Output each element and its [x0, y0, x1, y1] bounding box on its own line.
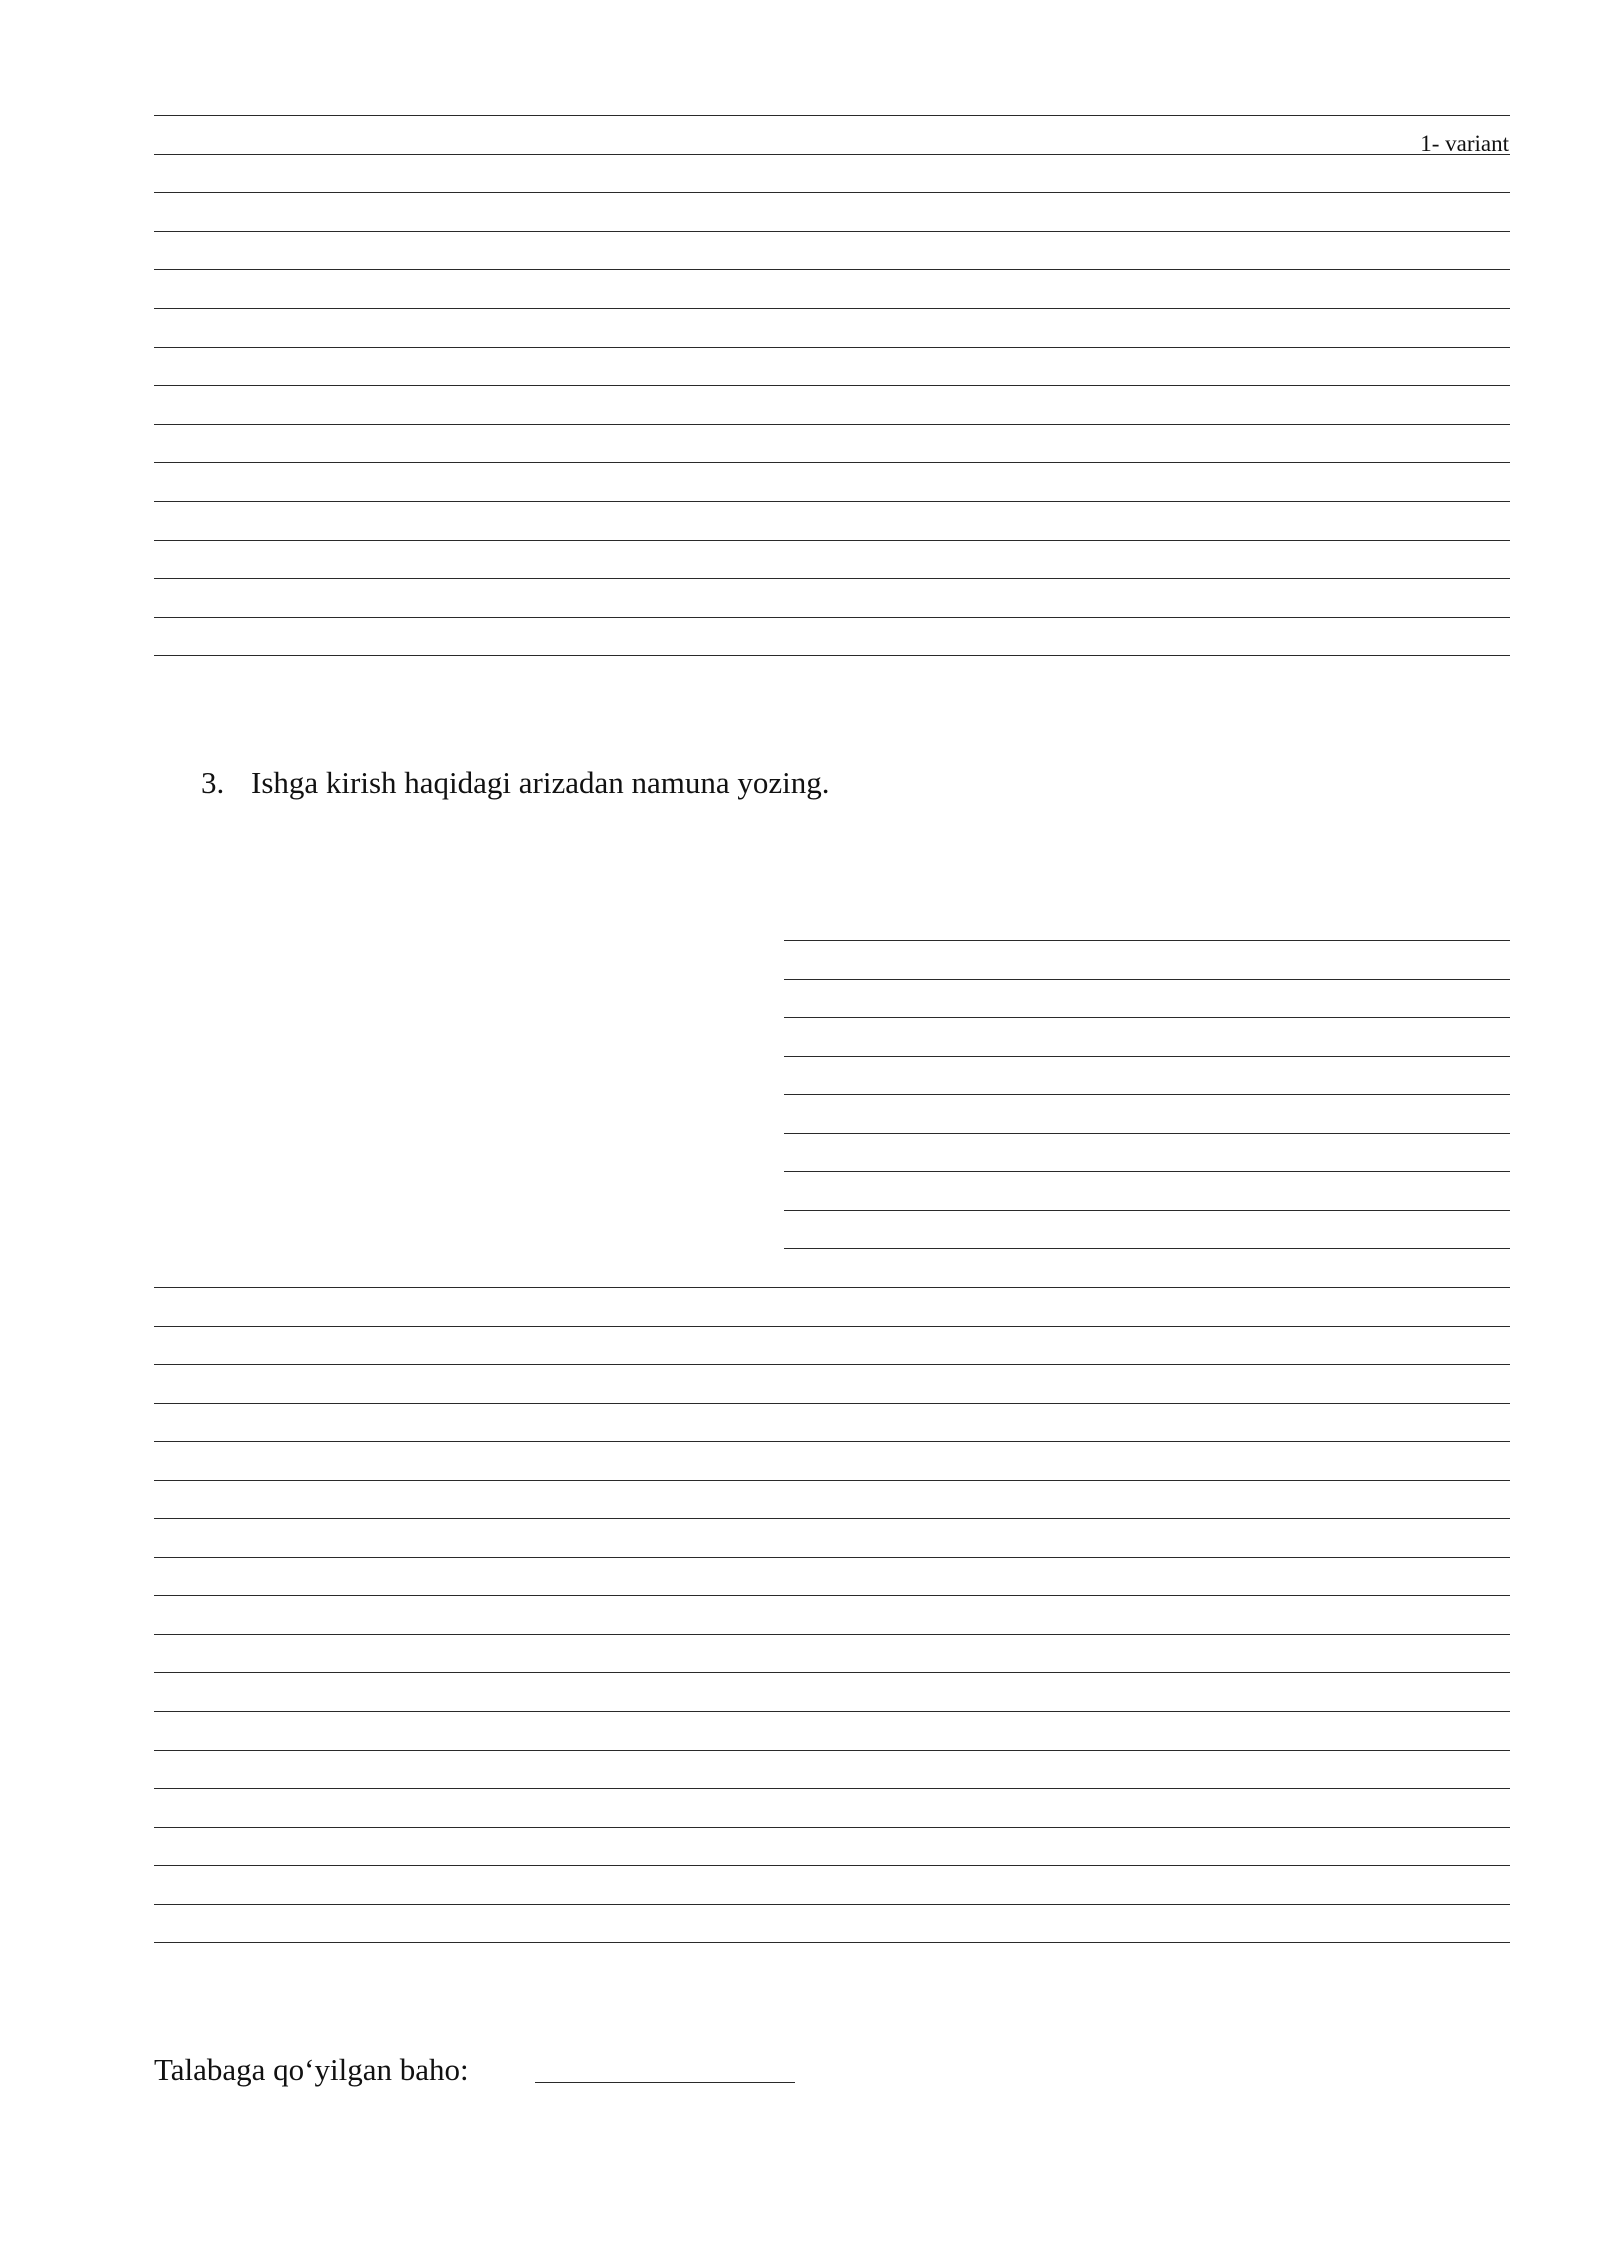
writing-line [154, 501, 1510, 502]
writing-line [784, 1056, 1510, 1057]
writing-line [154, 424, 1510, 425]
writing-line [154, 1326, 1510, 1327]
writing-line [154, 1364, 1510, 1365]
writing-line [154, 347, 1510, 348]
writing-line [154, 1480, 1510, 1481]
writing-line [154, 1441, 1510, 1442]
grade-input-blank[interactable] [535, 2082, 795, 2083]
question-text: Ishga kirish haqidagi arizadan namuna yozing. [251, 765, 830, 800]
writing-line [784, 940, 1510, 941]
writing-line [784, 1133, 1510, 1134]
writing-line [154, 1287, 1510, 1288]
writing-line [154, 1750, 1510, 1751]
writing-line [154, 462, 1510, 463]
question-number: 3. [201, 765, 225, 800]
writing-line [154, 385, 1510, 386]
writing-line [154, 1827, 1510, 1828]
writing-line [154, 154, 1510, 155]
writing-line [784, 1210, 1510, 1211]
writing-line [154, 1788, 1510, 1789]
writing-line [784, 1017, 1510, 1018]
writing-line [154, 1557, 1510, 1558]
writing-line [154, 1711, 1510, 1712]
writing-line [154, 1672, 1510, 1673]
question-3 [201, 764, 829, 802]
writing-line [154, 1904, 1510, 1905]
writing-line [154, 578, 1510, 579]
writing-line [154, 1403, 1510, 1404]
writing-line [784, 1171, 1510, 1172]
writing-line [154, 655, 1510, 656]
variant-label: 1- variant [1420, 131, 1509, 156]
writing-line [784, 1094, 1510, 1095]
grade-label: Talabaga qo‘yilgan baho: [154, 2052, 469, 2087]
writing-line [154, 1634, 1510, 1635]
writing-line [154, 1942, 1510, 1943]
writing-line [154, 540, 1510, 541]
writing-line [154, 115, 1510, 116]
writing-line [154, 1865, 1510, 1866]
writing-line [154, 269, 1510, 270]
writing-line [154, 192, 1510, 193]
writing-line [154, 308, 1510, 309]
writing-line [784, 979, 1510, 980]
writing-line [154, 1518, 1510, 1519]
writing-line [784, 1248, 1510, 1249]
writing-line [154, 231, 1510, 232]
writing-line [154, 1595, 1510, 1596]
writing-line [154, 617, 1510, 618]
